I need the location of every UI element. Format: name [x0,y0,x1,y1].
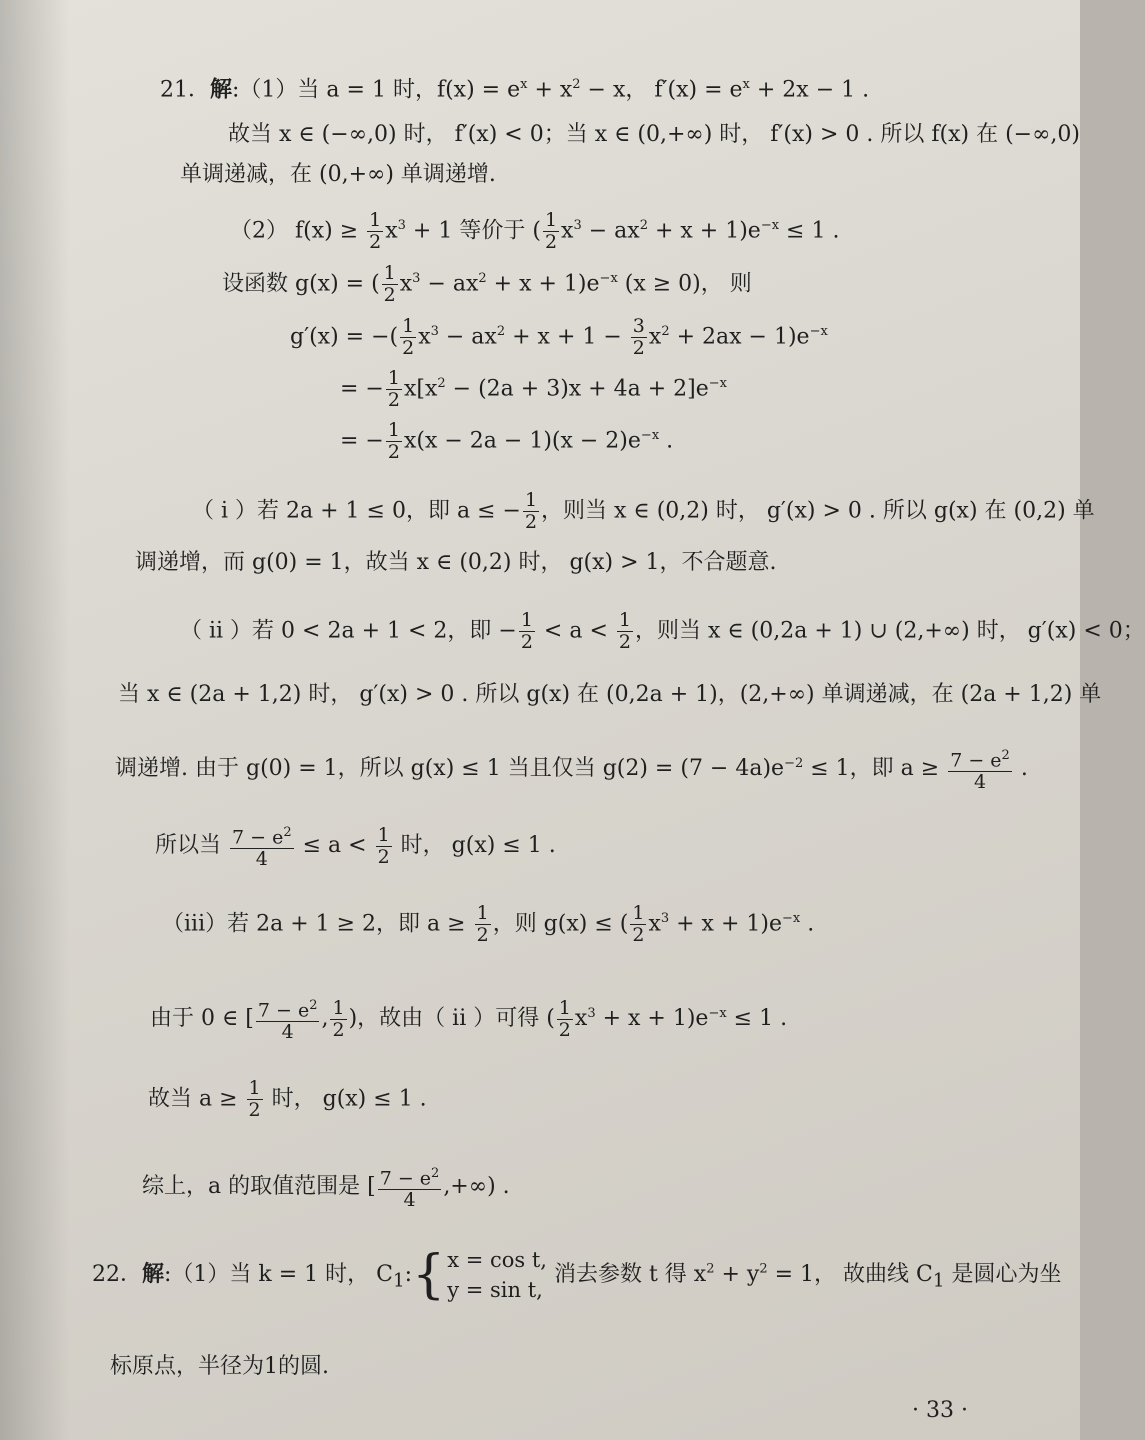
fraction-half [247,1078,263,1121]
denominator: 2 [387,389,400,411]
numerator [378,1163,442,1190]
text: 调递增，而 g(0) = 1，故当 x ∈ (0,2) 时， g(x) > 1，不合题意. [135,550,777,575]
sup: 2 [283,825,292,840]
text: 消去参数 t 得 x [546,1262,707,1287]
text: :（1）当 a = 1 时，f(x) = e [232,77,521,103]
denominator: 2 [387,441,400,463]
fraction-seven-minus-e2-over-4 [230,822,294,870]
sup: 3 [430,324,439,340]
sup: −x [640,428,660,444]
fraction-seven-minus-e2-over-4 [378,1163,442,1211]
numerator: 1 [558,996,571,1019]
sup: 3 [573,218,582,234]
denominator: 4 [403,1189,416,1212]
p21-line-14 [155,822,556,870]
sup: −x [782,911,801,927]
sup: −x [708,376,727,392]
p22-line-2 [110,1352,329,1382]
sup: 3 [587,1005,596,1021]
text: （ i ）若 2a + 1 ≤ 0，即 a ≤ − [192,498,521,524]
numerator [230,822,294,849]
text: 7 − e [232,826,284,849]
denominator: 2 [618,631,631,653]
text: + x + 1)e [486,271,600,297]
sup: 2 [759,1261,768,1277]
fraction-half [523,490,539,533]
p21-line-12 [118,680,1101,710]
p21-line-6 [290,316,828,359]
sup: −x [708,1005,727,1021]
text: 所以当 [155,833,228,859]
text: 故当 a ≥ [148,1086,245,1112]
denominator: 2 [544,231,558,253]
denominator: 2 [248,1099,261,1121]
text: 时， g(x) ≤ 1 . [393,833,556,859]
text: 故当 x ∈ (−∞,0) 时， f′(x) < 0；当 x ∈ (0,+∞) 时， f′(x) > 0 . 所以 f(x) 在 (−∞,0) [228,122,1080,147]
fraction-half [617,610,633,653]
denominator: 2 [377,845,390,868]
p21-line-16 [150,995,787,1043]
text: g′(x) = −( [290,324,399,350]
text: + x + 1)e [669,911,782,937]
p21-line-1 [160,70,869,105]
page-number: · 33 · [912,1398,968,1423]
page-shadow [0,0,70,1440]
text: = − [340,376,384,402]
sup: 2 [431,1166,440,1181]
sup: x [520,77,528,92]
fraction-half [475,903,491,946]
text: − ax [581,218,640,244]
numerator: 1 [387,419,400,441]
fraction-half [386,420,402,463]
fraction-three-halves [631,316,647,359]
denominator: 4 [281,1021,294,1044]
sup: 2 [572,77,581,92]
sup: 2 [661,324,670,340]
fraction-half [543,210,559,253]
fraction-half [382,263,398,306]
text: + 2ax − 1)e [669,324,810,350]
p21-line-17 [148,1078,427,1121]
text: = − [340,428,384,454]
text: ≤ 1 . [726,1006,788,1032]
numerator: 1 [476,902,489,924]
text: x [561,218,574,244]
p21-line-18 [142,1163,510,1211]
system-eq-2: y = sin t, [447,1278,543,1302]
text: ，则当 x ∈ (0,2) 时， g′(x) > 0 . 所以 g(x) 在 (0,2) 单 [541,498,1095,524]
text: < a < [536,618,615,644]
denominator: 4 [255,848,268,871]
text: 单调递减，在 (0,+∞) 单调递增. [180,162,496,187]
fraction-half [557,998,573,1041]
sup: 2 [1001,748,1010,763]
text: x [385,218,398,244]
text: x [418,324,431,350]
system-eq-1: x = cos t, [447,1248,547,1272]
text: （2） f(x) ≥ [230,218,366,244]
sup: 3 [660,911,670,927]
numerator: 1 [632,902,645,924]
text: 标原点，半径为1的圆. [110,1354,329,1379]
text: （ ii ）若 0 < 2a + 1 < 2，即 − [180,618,517,644]
numerator: 1 [402,315,415,337]
text: − ax [438,324,497,350]
p21-line-3 [180,160,496,190]
text: 当 x ∈ (2a + 1,2) 时， g′(x) > 0 . 所以 g(x) 在 (0,2a + 1)，(2,+∞) 单调递减，在 (2a + 1,2) 单 [118,682,1102,707]
fraction-half [519,610,535,653]
numerator: 1 [383,262,396,284]
p21-line-9 [192,490,1095,533]
text: ,+∞) . [443,1174,510,1200]
text: . [800,911,815,937]
text: , [321,1006,329,1032]
denominator: 2 [520,631,533,653]
text: + 2x − 1 . [749,77,870,103]
problem-number: 21． [160,77,210,103]
p22-line-1 [92,1245,1062,1305]
text: x[x [403,376,438,402]
sup: 3 [412,271,421,287]
text: ≤ a < [295,833,374,859]
fraction-half [367,210,383,253]
numerator: 1 [387,367,400,389]
fraction-half [330,998,346,1041]
denominator: 2 [402,337,415,359]
text: :（1）当 k = 1 时， C [164,1262,393,1287]
denominator: 2 [524,511,538,533]
text: ≤ 1，即 a ≥ [803,756,947,782]
sup: −x [760,218,780,234]
text: 综上，a 的取值范围是 [ [142,1174,376,1200]
text: x [648,324,662,350]
fraction-half [386,368,402,411]
text: − x， f′(x) = e [580,77,743,103]
solution-label: 解 [210,76,233,103]
text: )，故由（ ii ）可得 ( [348,1006,555,1032]
text: + x + 1)e [595,1006,709,1032]
p21-line-11 [180,610,1145,653]
numerator: 1 [248,1077,261,1099]
sup: 2 [639,218,648,234]
text: + x + 1)e [647,218,761,244]
text: 7 − e [950,749,1002,772]
text: : [404,1262,413,1287]
numerator: 1 [369,209,382,231]
fraction-half [630,903,646,946]
numerator: 1 [520,609,533,631]
denominator: 4 [973,771,987,794]
text: x [399,271,413,297]
text: + 1 等价于 ( [405,218,541,244]
text: . [659,428,674,454]
fraction-seven-minus-e2-over-4 [256,995,320,1043]
sup: −x [809,324,828,340]
sup: −x [599,271,618,287]
numerator: 1 [332,996,345,1019]
p21-line-15 [162,903,814,946]
p21-line-2 [228,120,1080,150]
numerator: 1 [524,489,538,511]
text: ，则当 x ∈ (0,2a + 1) ∪ (2,+∞) 时， g′(x) < 0； [635,618,1145,644]
p21-line-7 [340,368,727,411]
sup: −2 [784,755,804,771]
fraction-half [400,316,416,359]
p21-line-4 [230,210,839,253]
text: + x [527,77,573,103]
denominator: 2 [558,1018,571,1041]
denominator: 2 [632,337,645,359]
text: − ax [420,271,479,297]
text: 是圆心为坐 [944,1262,1062,1287]
text: + x + 1 − [505,324,629,350]
fraction-half [376,825,392,868]
text: ≤ 1 . [779,218,840,244]
p21-line-8 [340,420,673,463]
text: 调递增. 由于 g(0) = 1，所以 g(x) ≤ 1 当且仅当 g(2) = (7 − 4a)e [115,756,785,782]
sub: 1 [393,1270,405,1292]
denominator: 2 [332,1018,345,1041]
fraction-seven-minus-e2-over-4 [948,745,1012,793]
problem-number: 22． [92,1262,142,1287]
denominator: 2 [383,284,396,306]
sup: 2 [478,271,487,287]
denominator: 2 [476,924,489,946]
numerator: 3 [632,315,645,337]
sub: 1 [932,1270,945,1292]
text: x [574,1006,588,1032]
sup: 2 [309,998,318,1013]
text: ，则 g(x) ≤ ( [492,911,629,937]
sup: 2 [437,376,446,392]
denominator: 2 [632,924,645,946]
text: 7 − e [257,999,310,1022]
sup: 2 [496,324,506,340]
equation-system [447,1245,547,1305]
text: 由于 0 ∈ [ [150,1006,254,1032]
text: = 1， 故曲线 C [767,1262,933,1287]
text: − (2a + 3)x + 4a + 2]e [445,376,709,402]
text: 7 − e [379,1167,432,1190]
text: （iii）若 2a + 1 ≥ 2，即 a ≥ [162,911,473,937]
text: x(x − 2a − 1)(x − 2)e [403,428,641,454]
p21-line-5 [222,263,752,306]
numerator [948,745,1012,772]
sup: x [742,77,750,92]
text: 设函数 g(x) = ( [222,271,380,297]
sup: 3 [397,218,406,234]
text: (x ≥ 0)， 则 [617,271,752,297]
numerator [256,995,320,1022]
text: 时， g(x) ≤ 1 . [264,1086,427,1112]
numerator: 1 [544,209,558,231]
sup: 2 [706,1261,715,1277]
text: x [648,911,661,937]
text: . [1013,756,1028,782]
text: + y [714,1262,760,1287]
denominator: 2 [369,231,382,253]
left-brace: { [412,1245,446,1305]
p21-line-13 [115,745,1028,793]
solution-label: 解 [142,1261,165,1287]
numerator: 1 [618,609,631,631]
p21-line-10 [135,548,777,578]
numerator: 1 [377,823,390,846]
